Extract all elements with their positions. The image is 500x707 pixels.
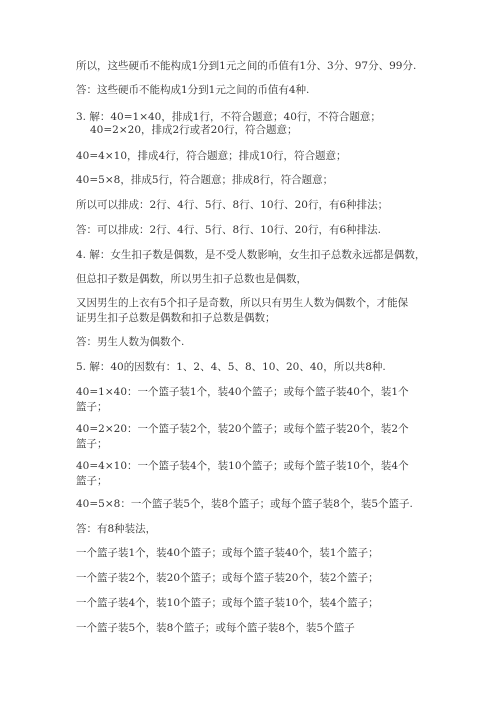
text-line-q3-start: 3. 解：40=1×40，排成1行，不符合题意；40行，不符合题意； (76, 111, 381, 123)
text-line-answer-1: 答：这些硬币不能构成1分到1元之间的币值有4种. (76, 84, 310, 96)
text-line-q5-option3: 一个篮子装4个，装10个篮子；或每个篮子装10个，装4个篮子； (76, 597, 379, 609)
text-line-q5-start: 5. 解：40的因数有：1、2、4、5、8、10、20、40，所以共8种. (76, 361, 386, 373)
text-line-q3-case4: 40=4×10，排成4行，符合题意；排成10行，符合题意； (76, 150, 347, 162)
text-line-q4-reason: 但总扣子数是偶数，所以男生扣子总数也是偶数， (76, 273, 307, 285)
text-line-q4-answer: 答：男生人数为偶数个. (76, 336, 185, 348)
text-line-q4-start: 4. 解：女生扣子数是偶数，是不受人数影响，女生扣子总数永远都是偶数， (76, 249, 426, 261)
text-line-q3-answer: 答：可以排成：2行、4行、5行、8行、10行、20行，有6种排法. (76, 224, 381, 236)
text-line-q5-case4: 40=4×10：一个篮子装4个，装10个篮子；或每个篮子装10个，装4个篮子； (76, 460, 409, 487)
text-line-q5-case1: 40=1×40：一个篮子装1个，装40个篮子；或每个篮子装40个，装1个篮子； (76, 386, 409, 413)
text-line-q5-case2: 40=2×20：一个篮子装2个，装20个篮子；或每个篮子装20个，装2个篮子； (76, 423, 409, 450)
text-line-q3-summary: 所以可以排成：2行、4行、5行、8行、10行、20行，有6种排法； (76, 199, 389, 211)
text-line-q5-option1: 一个篮子装1个，装40个篮子；或每个篮子装40个，装1个篮子； (76, 547, 379, 559)
text-line-q5-case5: 40=5×8：一个篮子装5个，装8个篮子；或每个篮子装8个，装5个篮子. (76, 498, 413, 510)
text-line-q5-answer: 答：有8种装法， (76, 523, 157, 535)
text-line-q4-explanation: 又因男生的上衣有5个扣子是奇数，所以只有男生人数为偶数个，才能保证男生扣子总数是偶数和扣子总数是偶数； (76, 297, 409, 324)
text-line-q5-option4: 一个篮子装5个，装8个篮子；或每个篮子装8个，装5个篮子 (76, 622, 355, 634)
text-line-q5-option2: 一个篮子装2个，装20个篮子；或每个篮子装20个，装2个篮子； (76, 572, 379, 584)
text-line-conclusion: 所以，这些硬币不能构成1分到1元之间的币值有1分、3分、97分、99分. (76, 60, 417, 72)
text-line-q3-case2: 40=2×20，排成2行或者20行，符合题意； (90, 124, 298, 136)
text-line-q3-case5: 40=5×8，排成5行，符合题意；排成8行，符合题意； (76, 174, 334, 186)
